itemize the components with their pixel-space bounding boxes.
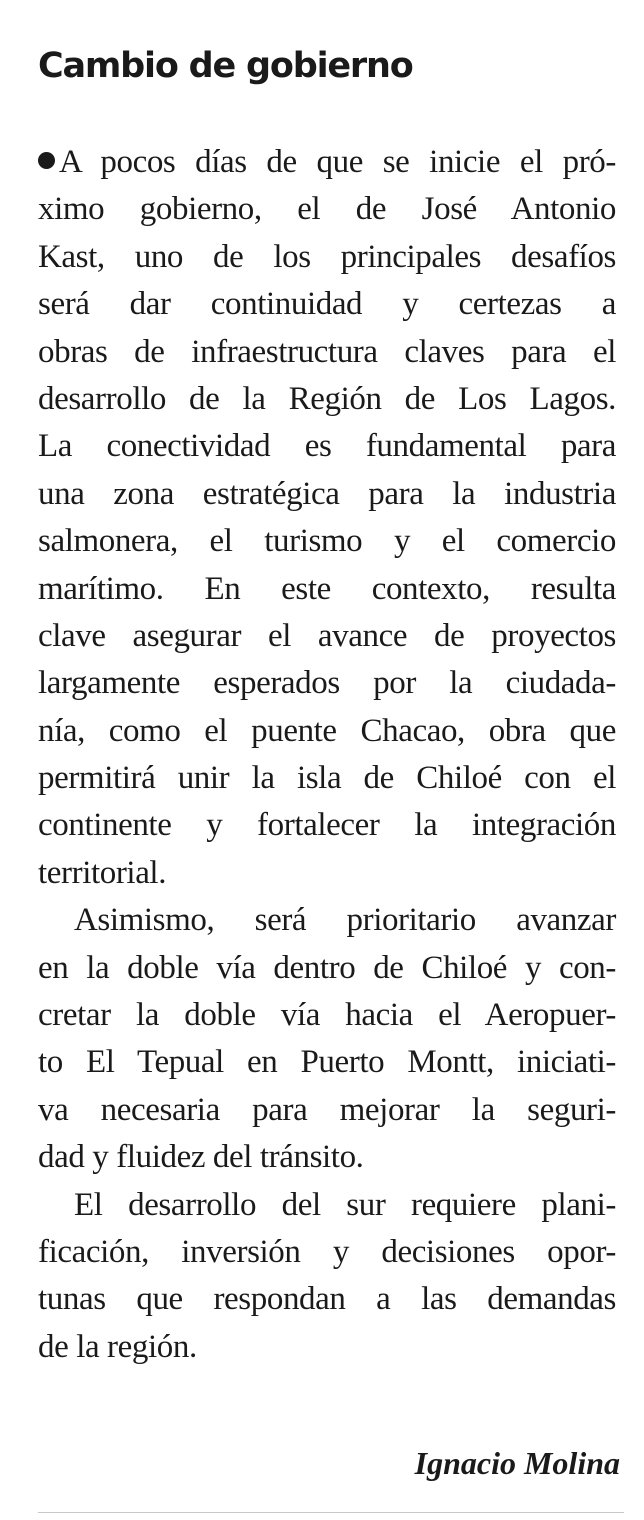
paragraph-line: largamente esperados por la ciudada- [38, 665, 616, 702]
paragraph-line: clave asegurar el avance de proyectos [38, 617, 616, 654]
paragraph-line: una zona estratégica para la industria [38, 475, 616, 512]
paragraph-line: territorial. [38, 854, 167, 891]
paragraph-line: marítimo. En este contexto, resulta [38, 570, 616, 607]
paragraph-line: obras de infraestructura claves para el [38, 333, 616, 370]
paragraph-line: dad y fluidez del tránsito. [38, 1139, 364, 1176]
paragraph-line: cretar la doble vía hacia el Aeropuer- [38, 997, 616, 1034]
bottom-divider [38, 1512, 624, 1513]
paragraph-line: de la región. [38, 1328, 197, 1365]
headline: Cambio de gobierno [38, 46, 413, 86]
paragraph-line: va necesaria para mejorar la seguri- [38, 1091, 616, 1128]
paragraph-line: desarrollo de la Región de Los Lagos. [38, 380, 616, 417]
paragraph-line: Kast, uno de los principales desafíos [38, 238, 616, 275]
paragraph-line: to El Tepual en Puerto Montt, iniciati- [38, 1044, 616, 1081]
paragraph-line: en la doble vía dentro de Chiloé y con- [38, 949, 616, 986]
paragraph-line: A pocos días de que se inicie el pró- [38, 139, 616, 186]
paragraph-line: continente y fortalecer la integración [38, 807, 616, 844]
bullet-icon [38, 152, 55, 169]
paragraph-line: será dar continuidad y certezas a [38, 286, 616, 323]
paragraph-line: Asimismo, será prioritario avanzar [74, 902, 616, 939]
paragraph-2 [38, 897, 616, 1181]
author-signature: Ignacio Molina [414, 1445, 620, 1481]
paragraph-line: ficación, inversión y decisiones opor- [38, 1233, 616, 1270]
paragraph-line: salmonera, el turismo y el comercio [38, 523, 616, 560]
paragraph-line: permitirá unir la isla de Chiloé con el [38, 760, 616, 797]
paragraph-line: El desarrollo del sur requiere plani- [74, 1186, 616, 1223]
paragraph-line: ximo gobierno, el de José Antonio [38, 191, 616, 228]
paragraph-3 [38, 1182, 616, 1372]
paragraph-line: nía, como el puente Chacao, obra que [38, 712, 616, 749]
paragraph-line: tunas que respondan a las demandas [38, 1281, 616, 1318]
paragraph-1 [38, 139, 616, 897]
article-body [38, 139, 616, 1371]
paragraph-line: La conectividad es fundamental para [38, 428, 616, 465]
